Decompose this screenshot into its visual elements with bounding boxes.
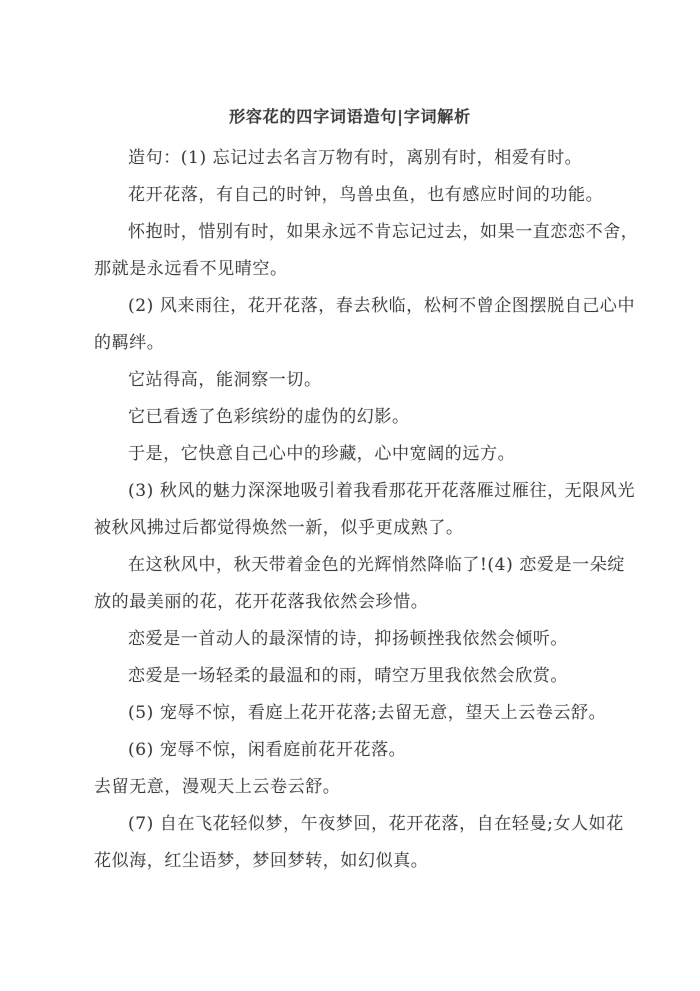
document-body [94,140,639,880]
text-line: (5) 宠辱不惊，看庭上花开花落;去留无意，望天上云卷云舒。 [128,703,607,723]
text-line: 花开花落，有自己的时钟，鸟兽虫鱼，也有感应时间的功能。 [128,185,604,205]
text-line: 花似海，红尘语梦，梦回梦转，如幻似真。 [94,851,429,871]
text-line: (3) 秋风的魅力深深地吸引着我看那花开花落雁过雁往，无限风光 [128,481,636,501]
text-line: 在这秋风中，秋天带着金色的光辉悄然降临了!(4) 恋爱是一朵绽 [128,555,625,575]
text-line: 恋爱是一首动人的最深情的诗，抑扬顿挫我依然会倾听。 [128,629,568,649]
text-line: 的羁绊。 [94,333,165,353]
text-line: 怀抱时，惜别有时，如果永远不肯忘记过去，如果一直恋恋不舍， [128,222,639,242]
text-line: 它站得高，能洞察一切。 [128,370,322,390]
text-line: 恋爱是一场轻柔的最温和的雨，晴空万里我依然会欣赏。 [128,666,568,686]
text-line: 那就是永远看不见晴空。 [94,259,288,279]
text-line: 去留无意，漫观天上云卷云舒。 [94,777,341,797]
text-line: 于是，它快意自己心中的珍藏，心中宽阔的远方。 [128,444,516,464]
document-title: 形容花的四字词语造句|字词解析 [229,107,471,126]
text-line: 被秋风拂过后都觉得焕然一新，似乎更成熟了。 [94,518,464,538]
text-line: (6) 宠辱不惊，闲看庭前花开花落。 [128,740,407,760]
text-line: (2) 风来雨往，花开花落，春去秋临，松柯不曾企图摆脱自己心中 [128,296,636,316]
text-line: 造句：(1) 忘记过去名言万物有时，离别有时，相爱有时。 [128,148,583,168]
text-line: 它已看透了色彩缤纷的虚伪的幻影。 [128,407,410,427]
text-line: (7) 自在飞花轻似梦，午夜梦回，花开花落，自在轻曼;女人如花 [128,814,624,834]
text-line: 放的最美丽的花，花开花落我依然会珍惜。 [94,592,429,612]
